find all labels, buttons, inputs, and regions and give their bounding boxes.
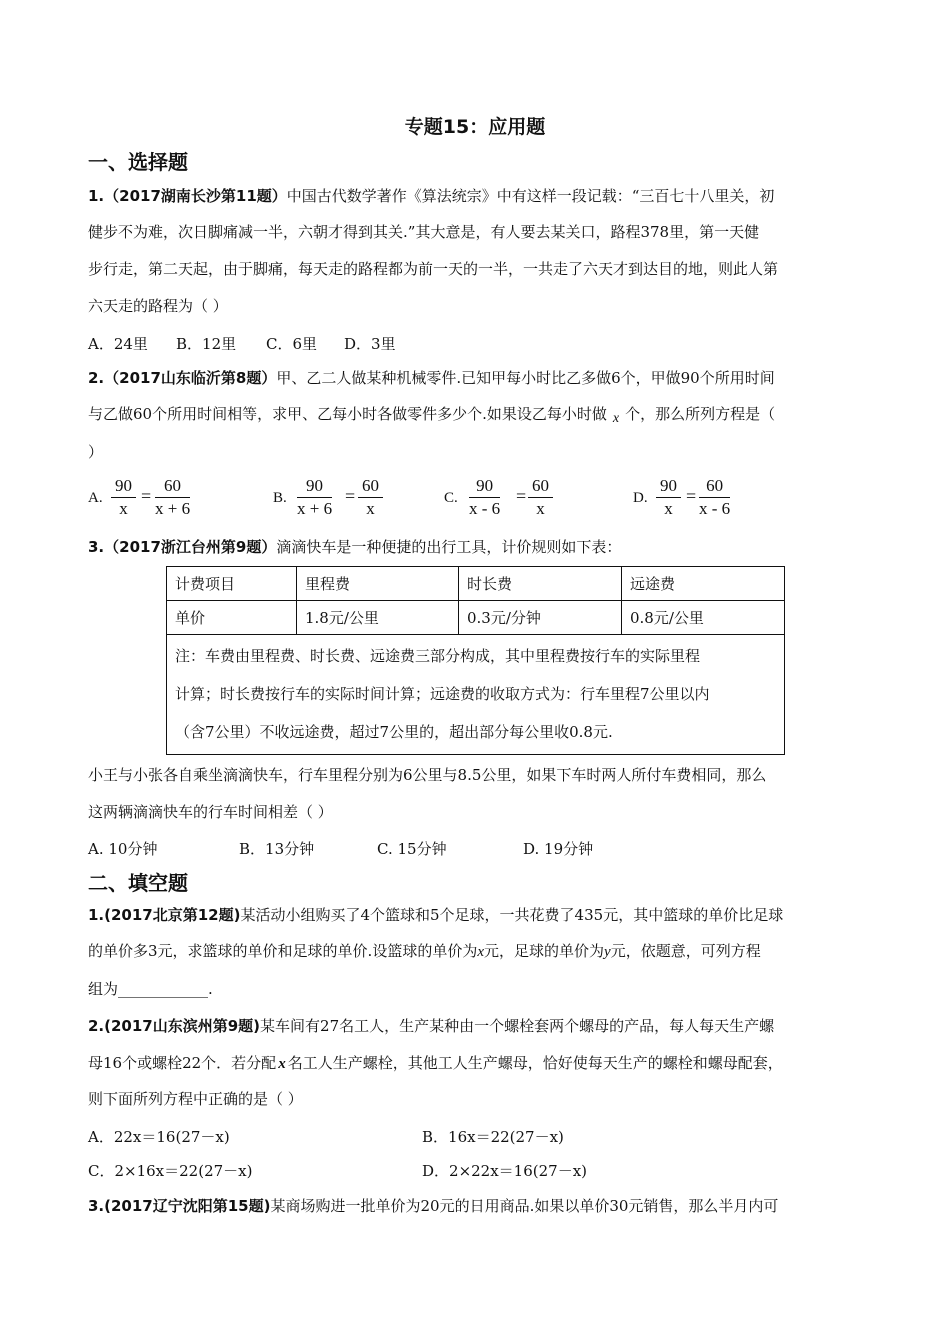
q3-option-d: D. 19分钟 xyxy=(523,840,594,858)
q2-a-frac2: $\frac{60}{x + 6}$ xyxy=(155,476,191,518)
q1-line2: 健步不为难，次日脚痛减一半，六朝才得到其关.”其大意是，有人要去某关口，路程378里，第一天健 xyxy=(88,223,760,241)
f2-option-c: C．2×16x＝22(27－x) xyxy=(88,1162,253,1180)
fee-table xyxy=(166,566,785,755)
section-heading-choice: 一、选择题 xyxy=(88,150,188,174)
q1-number: 1.（2017湖南长沙第11题） xyxy=(88,187,287,205)
fee-table-cell: 1.8元/公里 xyxy=(297,601,459,635)
f2-option-b: B．16x＝22(27－x) xyxy=(422,1128,564,1146)
q2-option-a-label: A. xyxy=(88,490,103,506)
fee-table-cell: 单价 xyxy=(167,601,297,635)
q2-b-eq: = xyxy=(345,486,356,506)
f3-line1 xyxy=(88,1196,778,1216)
f2-line2 xyxy=(88,1053,783,1074)
fee-table-cell: 0.8元/公里 xyxy=(622,601,785,635)
q3-number: 3.（2017浙江台州第9题） xyxy=(88,538,277,556)
section-heading-fill: 二、填空题 xyxy=(88,871,188,895)
f2-option-d: D．2×22x＝16(27－x) xyxy=(422,1162,588,1180)
q2-number: 2.（2017山东临沂第8题） xyxy=(88,369,277,387)
q2-b-frac1: $\frac{90}{x + 6}$ xyxy=(297,476,333,518)
fee-table-note xyxy=(167,635,785,755)
fee-table-header-cell: 远途费 xyxy=(622,567,785,601)
f2-number: 2.(2017山东滨州第9题) xyxy=(88,1017,261,1035)
page-title: 专题15：应用题 xyxy=(404,116,546,138)
fee-table-header-cell: 里程费 xyxy=(297,567,459,601)
q1-line1 xyxy=(88,186,774,206)
q3-option-b: B．13分钟 xyxy=(239,840,315,858)
f1-text2a: 的单价多3元，求篮球的单价和足球的单价.设篮球的单价为 xyxy=(88,942,478,960)
f1-line1 xyxy=(88,905,783,925)
f1-text: 某活动小组购买了4个篮球和5个足球，一共花费了435元，其中篮球的单价比足球 xyxy=(240,906,784,924)
q2-line2 xyxy=(88,404,775,429)
f1-line3: 组为____________. xyxy=(88,980,213,998)
fee-table-header-row xyxy=(167,567,785,601)
q3-option-c: C. 15分钟 xyxy=(377,840,447,858)
q2-a-eq: = xyxy=(141,486,152,506)
q3-option-a: A. 10分钟 xyxy=(88,840,158,858)
f2-text: 某车间有27名工人，生产某种由一个螺栓套两个螺母的产品，每人每天生产螺 xyxy=(260,1017,775,1035)
f2-line3: 则下面所列方程中正确的是（ ） xyxy=(88,1090,303,1108)
q2-c-frac1: $\frac{90}{x - 6}$ xyxy=(469,476,501,518)
f1-var-x: x xyxy=(477,944,484,960)
q1-option-b: B．12里 xyxy=(176,335,237,353)
f1-text2c: 元，依题意，可列方程 xyxy=(610,942,761,960)
fee-table-header-cell: 时长费 xyxy=(459,567,622,601)
q2-variable: x xyxy=(612,411,620,426)
fee-table-row xyxy=(167,601,785,635)
f2-text2a: 母16个或螺栓22个．若分配 xyxy=(88,1054,277,1072)
f1-text2b: 元，足球的单价为 xyxy=(484,942,605,960)
q2-c-frac2: $\frac{60}{x}$ xyxy=(528,475,553,520)
q2-option-d-label: D. xyxy=(633,490,648,506)
q3-intro: 滴滴快车是一种便捷的出行工具，计价规则如下表： xyxy=(276,538,622,556)
q2-c-eq: = xyxy=(516,486,527,506)
q1-option-a: A．24里 xyxy=(88,335,148,353)
f2-text2b: 名工人生产螺栓，其他工人生产螺母，恰好使每天生产的螺栓和螺母配套， xyxy=(287,1054,783,1072)
fee-table-header-cell: 计费项目 xyxy=(167,567,297,601)
q2-d-frac1: $\frac{90}{x}$ xyxy=(656,475,681,520)
q3-line1 xyxy=(88,537,621,557)
q1-option-c: C．6里 xyxy=(266,335,318,353)
q2-line4: ） xyxy=(88,443,104,461)
q2-d-eq: = xyxy=(686,486,697,506)
f2-option-a: A．22x＝16(27－x) xyxy=(88,1128,230,1146)
f2-var-x: x xyxy=(278,1056,286,1072)
f1-number: 1.(2017北京第12题) xyxy=(88,906,241,924)
q3-line3: 这两辆滴滴快车的行车时间相差（ ） xyxy=(88,803,333,821)
q2-a-frac1: $\frac{90}{x}$ xyxy=(111,475,136,520)
fee-table-note-row xyxy=(167,635,785,755)
fee-note-line: 计算；时长费按行车的实际时间计算；远途费的收取方式为：行车里程7公里以内 xyxy=(175,685,710,703)
q1-line3: 步行走，第二天起，由于脚痛，每天走的路程都为前一天的一半，一共走了六天才到达目的地，则此人第 xyxy=(88,260,779,278)
q2-line1 xyxy=(88,368,775,388)
f3-text: 某商场购进一批单价为20元的日用商品.如果以单价30元销售，那么半月内可 xyxy=(270,1197,779,1215)
f1-var-y: y xyxy=(604,944,611,960)
q2-text3: 个，那么所列方程是（ xyxy=(625,405,776,423)
f1-line2 xyxy=(88,941,761,962)
q2-b-frac2: $\frac{60}{x}$ xyxy=(358,475,383,520)
fee-table-cell: 0.3元/分钟 xyxy=(459,601,622,635)
q3-line2: 小王与小张各自乘坐滴滴快车，行车里程分别为6公里与8.5公里，如果下车时两人所付车费相同，那么 xyxy=(88,766,767,784)
q2-d-frac2: $\frac{60}{x - 6}$ xyxy=(699,476,731,518)
q1-line4: 六天走的路程为（ ） xyxy=(88,297,228,315)
q2-option-c-label: C. xyxy=(444,490,458,506)
q2-option-b-label: B. xyxy=(273,490,287,506)
q2-text: 甲、乙二人做某种机械零件.已知甲每小时比乙多做6个，甲做90个所用时间 xyxy=(276,369,775,387)
f2-line1 xyxy=(88,1016,774,1036)
q1-text: 中国古代数学著作《算法统宗》中有这样一段记载：“三百七十八里关，初 xyxy=(286,187,775,205)
q1-option-d: D．3里 xyxy=(344,335,396,353)
fee-note-line: 注：车费由里程费、时长费、远途费三部分构成，其中里程费按行车的实际里程 xyxy=(175,647,701,665)
fee-note-line: （含7公里）不收远途费，超过7公里的，超出部分每公里收0.8元. xyxy=(175,723,613,741)
f3-number: 3.(2017辽宁沈阳第15题) xyxy=(88,1197,271,1215)
q2-text2: 与乙做60个所用时间相等，求甲、乙每小时各做零件多少个.如果设乙每小时做 xyxy=(88,405,607,423)
